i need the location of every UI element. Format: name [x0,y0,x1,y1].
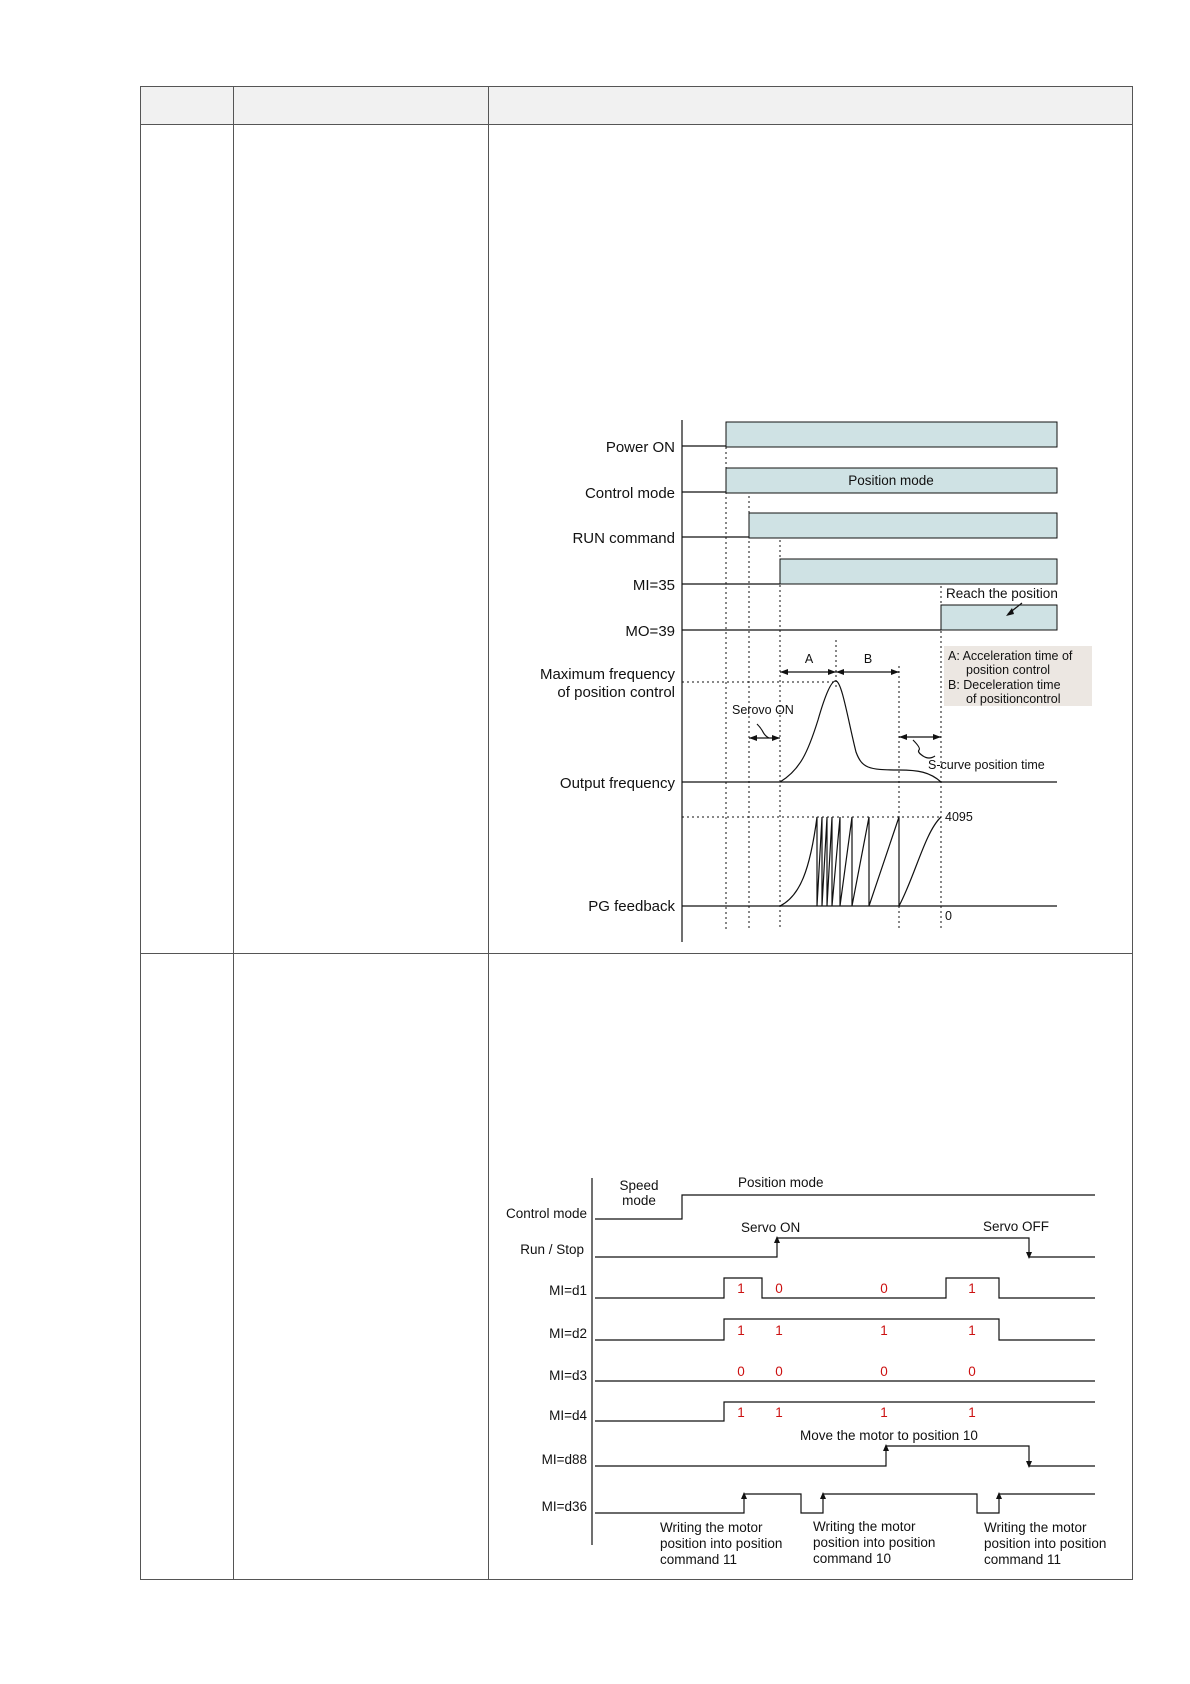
signal-max-frequency: Maximum frequency [539,666,675,683]
signal-run-command: RUN command [572,530,675,547]
signal-max-frequency-2: of position control [557,684,675,701]
write-note-1-line2: position into position [660,1536,783,1551]
signal-mi-d36: MI=d36 [541,1499,587,1514]
d3-bit-4: 0 [968,1364,976,1379]
d2-bit-3: 1 [880,1323,888,1338]
signal-control-mode: Control mode [584,485,675,502]
speed-mode-line2: mode [622,1193,656,1208]
signal-mi-d3: MI=d3 [549,1368,587,1383]
write-note-2-line3: command 10 [813,1551,892,1566]
legend-b-line2: of positioncontrol [966,692,1061,706]
signal-control-mode: Control mode [505,1206,587,1221]
d4-bit-1: 1 [737,1405,745,1420]
signal-output-frequency: Output frequency [559,775,675,792]
write-note-3-line2: position into position [984,1536,1107,1551]
d4-bit-4: 1 [968,1405,976,1420]
signal-mi35: MI=35 [632,577,675,594]
d1-bit-1: 1 [737,1281,745,1296]
d2-bit-2: 1 [775,1323,783,1338]
d1-bit-4: 1 [968,1281,976,1296]
value-0: 0 [945,909,952,923]
value-4095: 4095 [945,810,973,824]
signal-mi-d2: MI=d2 [549,1326,587,1341]
d1-bit-3: 0 [880,1281,888,1296]
d3-bit-3: 0 [880,1364,888,1379]
signal-mo39: MO=39 [625,623,675,640]
legend-a-line1: A: Acceleration time of [948,649,1073,663]
write-note-3-line3: command 11 [984,1552,1062,1567]
label-a: A [804,652,814,666]
servo-on-label: Servo ON [741,1220,801,1235]
legend-b-line1: B: Deceleration time [948,678,1061,692]
d3-bit-2: 0 [775,1364,783,1379]
signal-mi-d4: MI=d4 [549,1408,587,1423]
write-note-2-line1: Writing the motor [813,1519,916,1534]
label-b: B [863,652,873,666]
d2-bit-1: 1 [737,1323,745,1338]
reach-position-label: Reach the position [946,586,1058,601]
s-curve-label: S-curve position time [928,758,1045,772]
signal-pg-feedback: PG feedback [588,898,675,915]
servo-off-label: Servo OFF [983,1219,1050,1234]
servo-on-label: Serovo ON [732,703,794,717]
write-note-1-line1: Writing the motor [660,1520,763,1535]
signal-run-stop: Run / Stop [520,1242,584,1257]
position-mode-label: Position mode [738,1175,824,1190]
write-note-3-line1: Writing the motor [984,1520,1087,1535]
speed-mode-line1: Speed [619,1178,659,1193]
signal-mi-d88: MI=d88 [541,1452,587,1467]
d2-bit-4: 1 [968,1323,976,1338]
write-note-1-line3: command 11 [660,1552,738,1567]
d1-bit-2: 0 [775,1281,783,1296]
move-motor-label: Move the motor to position 10 [800,1428,978,1443]
d4-bit-2: 1 [775,1405,783,1420]
legend-a-line2: position control [966,663,1051,677]
position-mode-label: Position mode [848,473,934,488]
signal-power-on: Power ON [605,439,675,456]
d4-bit-3: 1 [880,1405,888,1420]
write-note-2-line2: position into position [813,1535,936,1550]
d3-bit-1: 0 [737,1364,745,1379]
signal-mi-d1: MI=d1 [549,1283,587,1298]
